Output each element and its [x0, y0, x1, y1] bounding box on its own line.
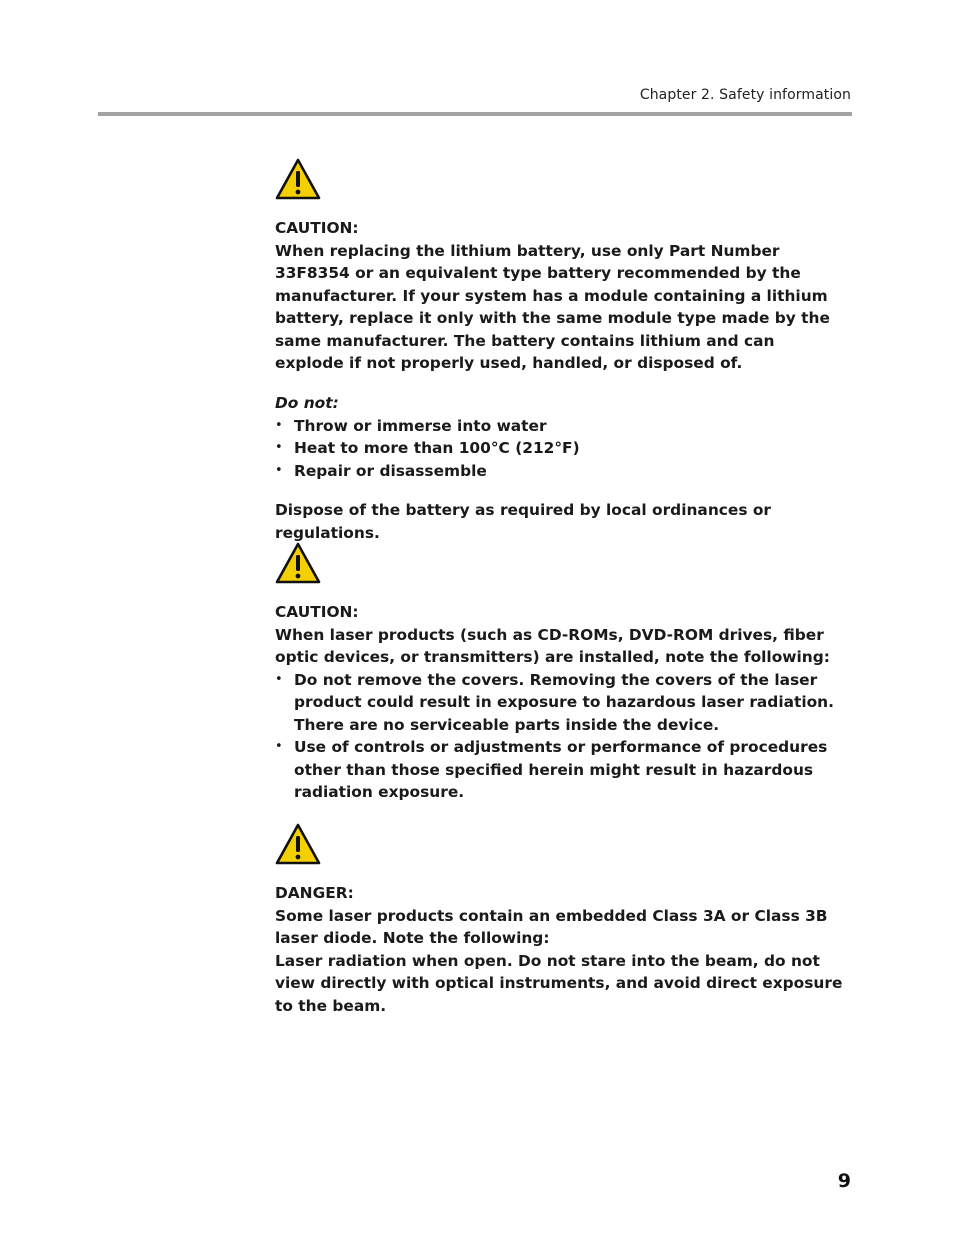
- bullet: •: [275, 739, 283, 754]
- bullet: •: [275, 417, 283, 433]
- header-rule: [98, 112, 852, 116]
- caution-label: CAUTION:: [275, 219, 359, 237]
- do-not-list: [275, 415, 845, 483]
- dispose-note: [275, 499, 845, 544]
- list-item: [275, 460, 845, 483]
- battery-caution: [275, 217, 845, 375]
- running-header: Chapter 2. Safety information: [639, 87, 851, 103]
- laser-caution-list: [275, 669, 845, 804]
- warning-triangle-icon: [275, 158, 321, 200]
- warning-triangle-icon: [275, 542, 321, 584]
- bullet: •: [275, 462, 283, 478]
- list-item-text: Repair or disassemble: [294, 461, 487, 480]
- page-number: 9: [837, 1170, 851, 1192]
- list-item-text: Throw or immerse into water: [294, 416, 547, 435]
- caution-label: CAUTION:: [275, 603, 359, 621]
- dispose-text: Dispose of the battery as required by local ordinances or regulations.: [275, 501, 772, 542]
- bullet: •: [275, 440, 283, 455]
- bullet: •: [275, 671, 283, 687]
- warning-triangle-icon: [275, 823, 321, 865]
- battery-caution-body: When replacing the lithium battery, use only Part Number 33F8354 or an equivalent type battery recommended by the manufacturer. If your system has a module containing a lithium battery, replace it only with the same module type made by the same manufacturer. The battery contains lithium and can explode if not properly used, handled, or disposed of.: [275, 241, 830, 372]
- laser-caution: [275, 601, 845, 804]
- do-not-section: [275, 392, 845, 482]
- list-item: [275, 437, 845, 460]
- list-item-text: Do not remove the covers. Removing the covers of the laser product could result in exposure to hazardous laser radiation. There are no serviceable parts inside the device.: [294, 670, 834, 734]
- list-item: [275, 669, 845, 737]
- danger-label: DANGER:: [275, 884, 354, 902]
- laser-caution-intro: When laser products (such as CD-ROMs, DVD-ROM drives, fiber optic devices, or transmitters) are installed, note the following:: [275, 625, 830, 666]
- list-item-text: Heat to more than 100°C (212°F): [294, 439, 580, 457]
- laser-danger: [275, 882, 845, 1017]
- list-item: [275, 415, 845, 438]
- danger-intro: Some laser products contain an embedded Class 3A or Class 3B laser diode. Note the following:: [275, 906, 828, 947]
- do-not-label: Do not:: [275, 394, 339, 412]
- list-item: [275, 736, 845, 804]
- danger-body: Laser radiation when open. Do not stare into the beam, do not view directly with optical instruments, and avoid direct exposure to the beam.: [275, 951, 843, 1015]
- list-item-text: Use of controls or adjustments or performance of procedures other than those specified herein might result in hazardous radiation exposure.: [294, 738, 828, 801]
